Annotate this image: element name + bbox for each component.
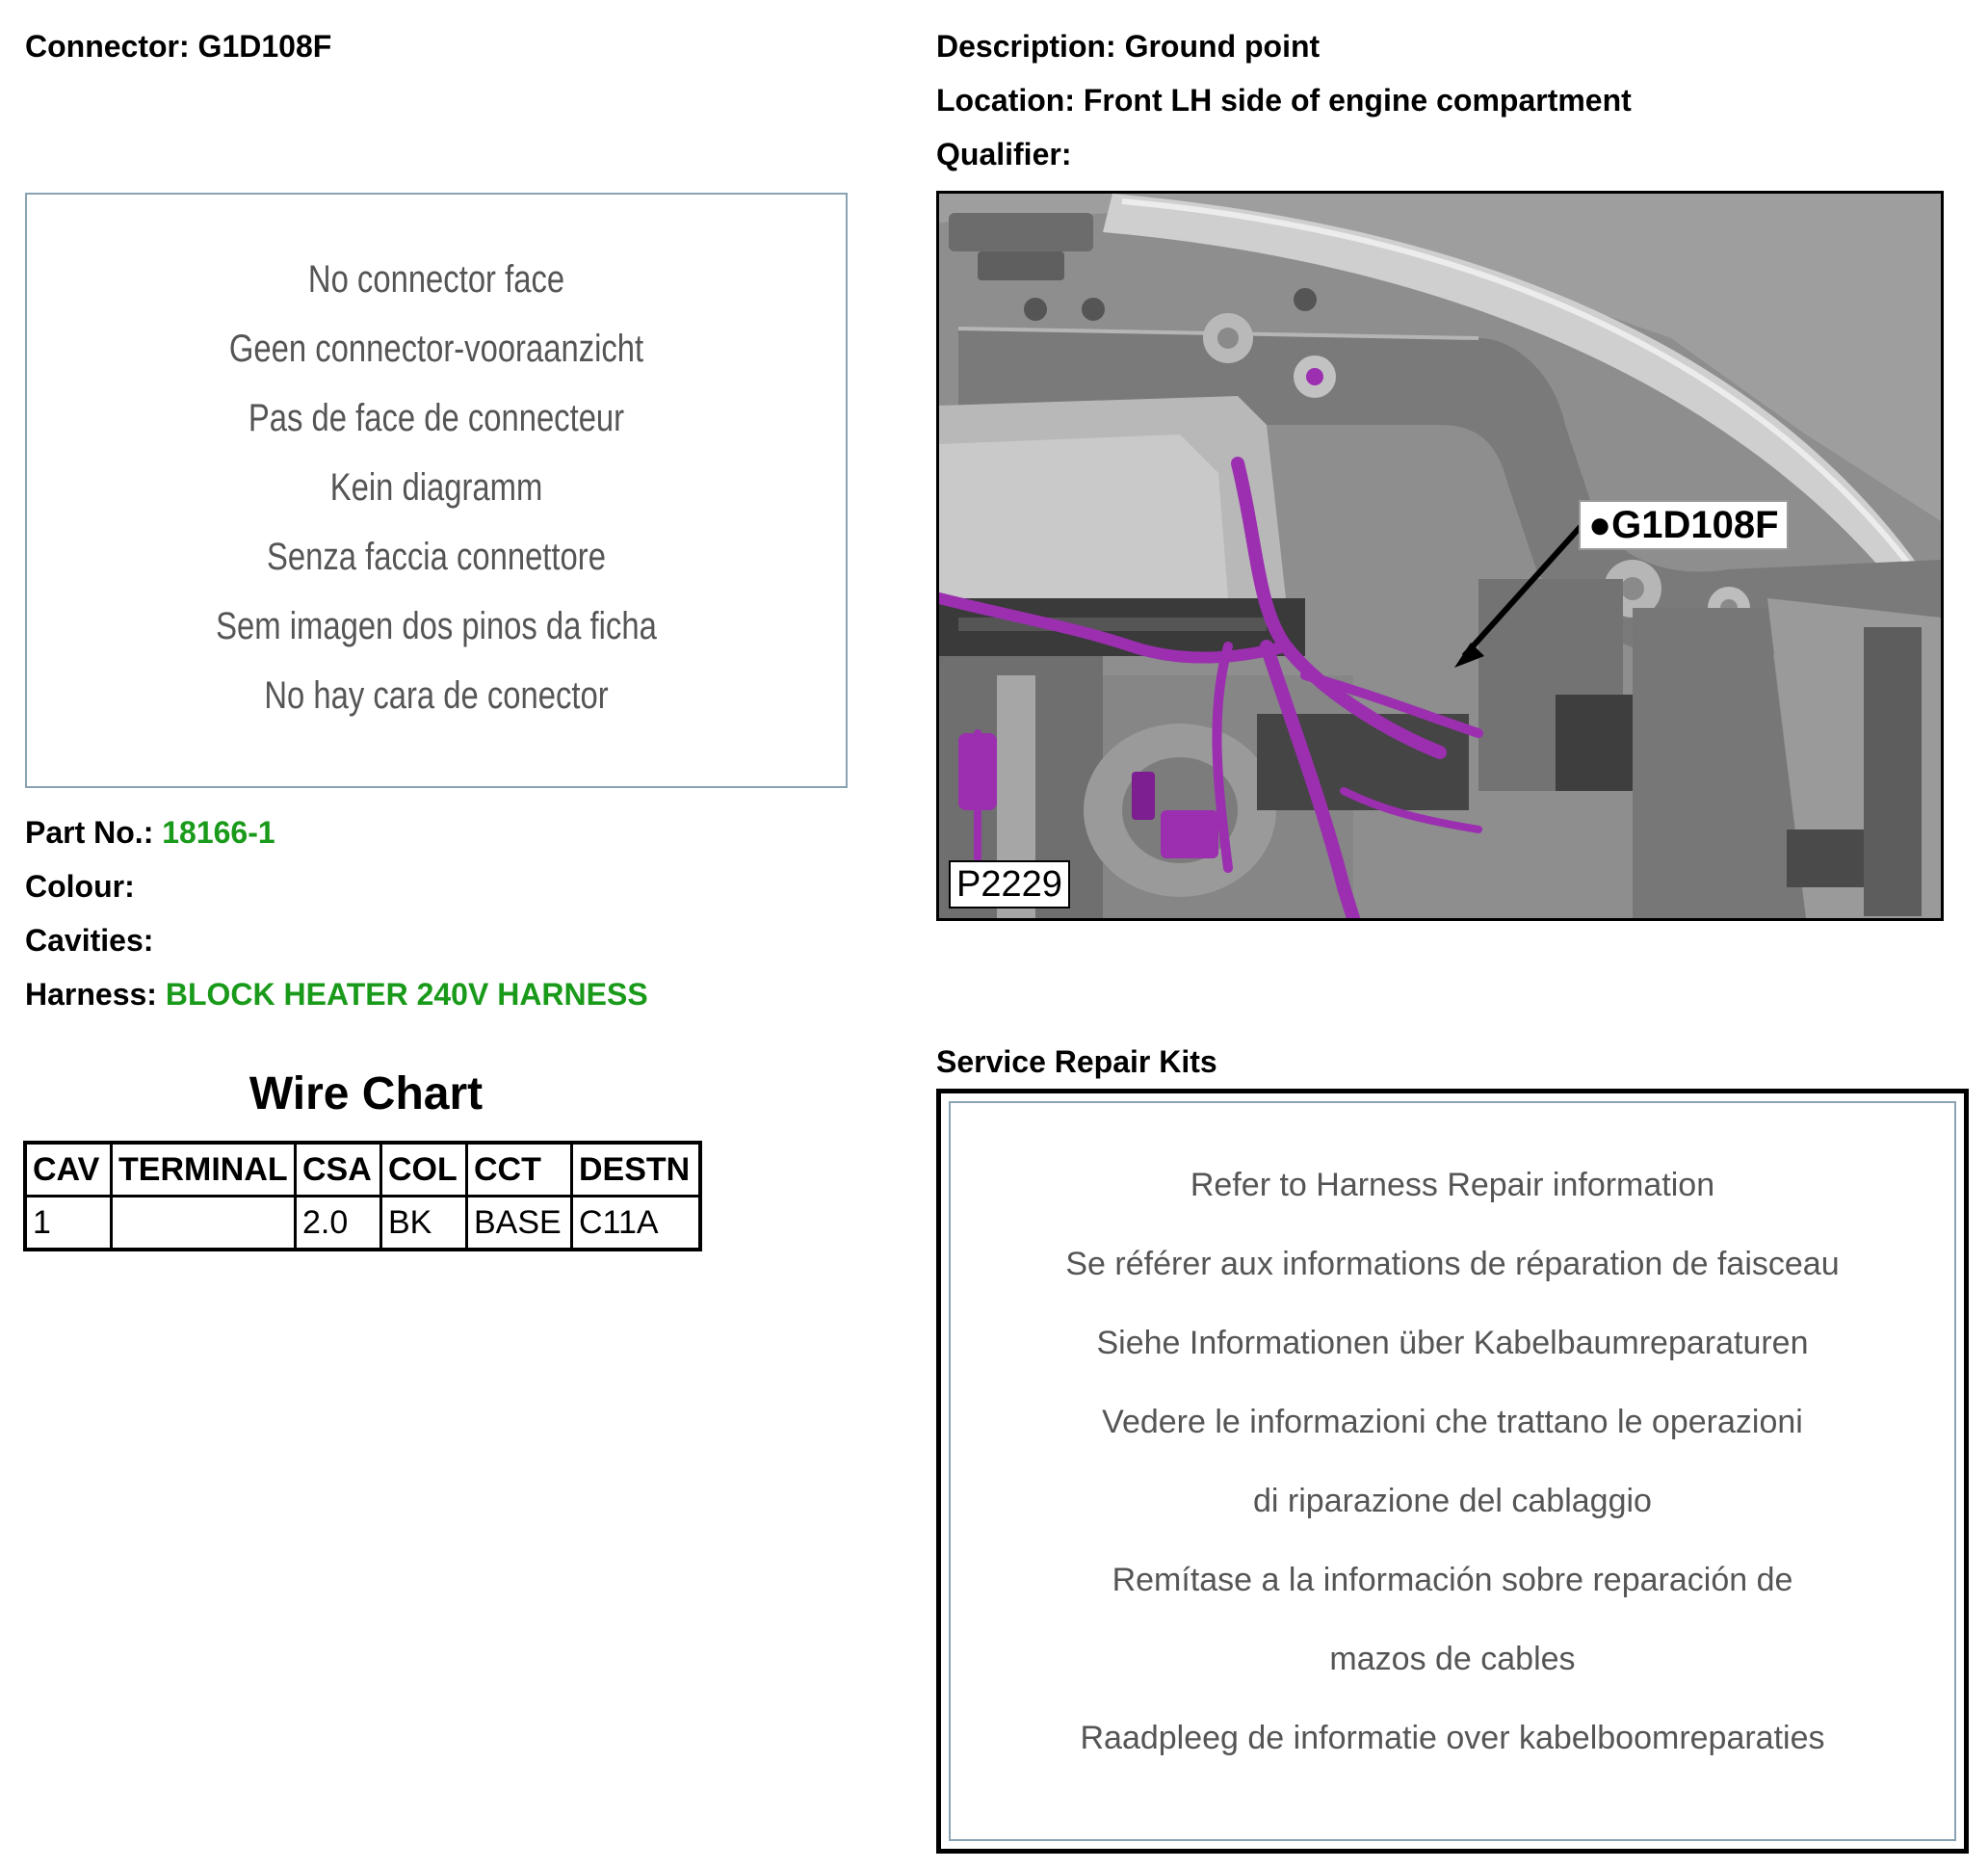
col-cav: CAV [25, 1143, 112, 1197]
qualifier-label: Qualifier: [936, 137, 1072, 171]
repair-line: di riparazione del cablaggio [1253, 1483, 1652, 1519]
description-value: Ground point [1124, 29, 1321, 64]
connector-label: Connector: [25, 29, 190, 64]
photo-reference: P2229 [949, 860, 1070, 908]
face-line: Kein diagramm [329, 466, 543, 509]
face-line: No connector face [307, 258, 565, 301]
colour-label: Colour: [25, 869, 135, 904]
location-label: Location: [936, 83, 1075, 118]
cavities-line [25, 923, 153, 959]
harness-link[interactable]: BLOCK HEATER 240V HARNESS [165, 977, 648, 1012]
connector-face-box [25, 193, 848, 788]
face-line: Pas de face de connecteur [248, 397, 625, 439]
col-terminal: TERMINAL [112, 1143, 296, 1197]
cell-destn: C11A [572, 1197, 701, 1250]
wire-chart-table [23, 1141, 702, 1251]
harness-line [25, 977, 648, 1013]
repair-line: mazos de cables [1329, 1641, 1576, 1677]
face-line: No hay cara de conector [264, 674, 609, 717]
repair-line: Raadpleeg de informatie over kabelboomreparaties [1080, 1720, 1825, 1756]
table-row [25, 1197, 700, 1250]
cell-csa: 2.0 [296, 1197, 381, 1250]
repair-line: Remítase a la información sobre reparación de [1112, 1562, 1793, 1598]
service-repair-lines [951, 1145, 1954, 1777]
cell-cav: 1 [25, 1197, 112, 1250]
photo-callout: ●G1D108F [1579, 500, 1789, 550]
location-photo [936, 191, 1944, 921]
part-label: Part No.: [25, 815, 154, 850]
wire-chart-header-row [25, 1143, 700, 1197]
location-line [936, 83, 1632, 118]
connector-face-lines [101, 245, 772, 730]
harness-label: Harness: [25, 977, 157, 1012]
location-value: Front LH side of engine compartment [1083, 83, 1632, 118]
repair-line: Se référer aux informations de réparation de faisceau [1065, 1246, 1840, 1282]
col-destn: DESTN [572, 1143, 701, 1197]
wire-chart-title: Wire Chart [248, 1068, 484, 1119]
service-repair-inner [949, 1101, 1956, 1841]
service-repair-title: Service Repair Kits [936, 1044, 1217, 1079]
col-cct: CCT [467, 1143, 572, 1197]
part-line [25, 815, 275, 851]
cavities-label: Cavities: [25, 923, 154, 958]
col-col: COL [381, 1143, 467, 1197]
cell-cct: BASE [467, 1197, 572, 1250]
repair-line: Refer to Harness Repair information [1190, 1167, 1715, 1203]
col-csa: CSA [296, 1143, 381, 1197]
service-repair-box [936, 1089, 1969, 1854]
engine-bay-illustration [939, 194, 1941, 918]
connector-line [25, 29, 331, 65]
face-line: Geen connector-vooraanzicht [228, 328, 644, 370]
face-line: Senza faccia connettore [267, 536, 606, 578]
description-label: Description: [936, 29, 1116, 64]
repair-line: Siehe Informationen über Kabelbaumreparaturen [1096, 1325, 1809, 1361]
part-number-link[interactable]: 18166-1 [162, 815, 275, 850]
colour-line [25, 869, 135, 905]
cell-col: BK [381, 1197, 467, 1250]
face-line: Sem imagen dos pinos da ficha [216, 605, 657, 647]
qualifier-line [936, 137, 1071, 172]
repair-line: Vedere le informazioni che trattano le operazioni [1102, 1404, 1803, 1440]
cell-terminal [112, 1197, 296, 1250]
connector-value: G1D108F [197, 29, 332, 64]
description-line [936, 29, 1320, 65]
